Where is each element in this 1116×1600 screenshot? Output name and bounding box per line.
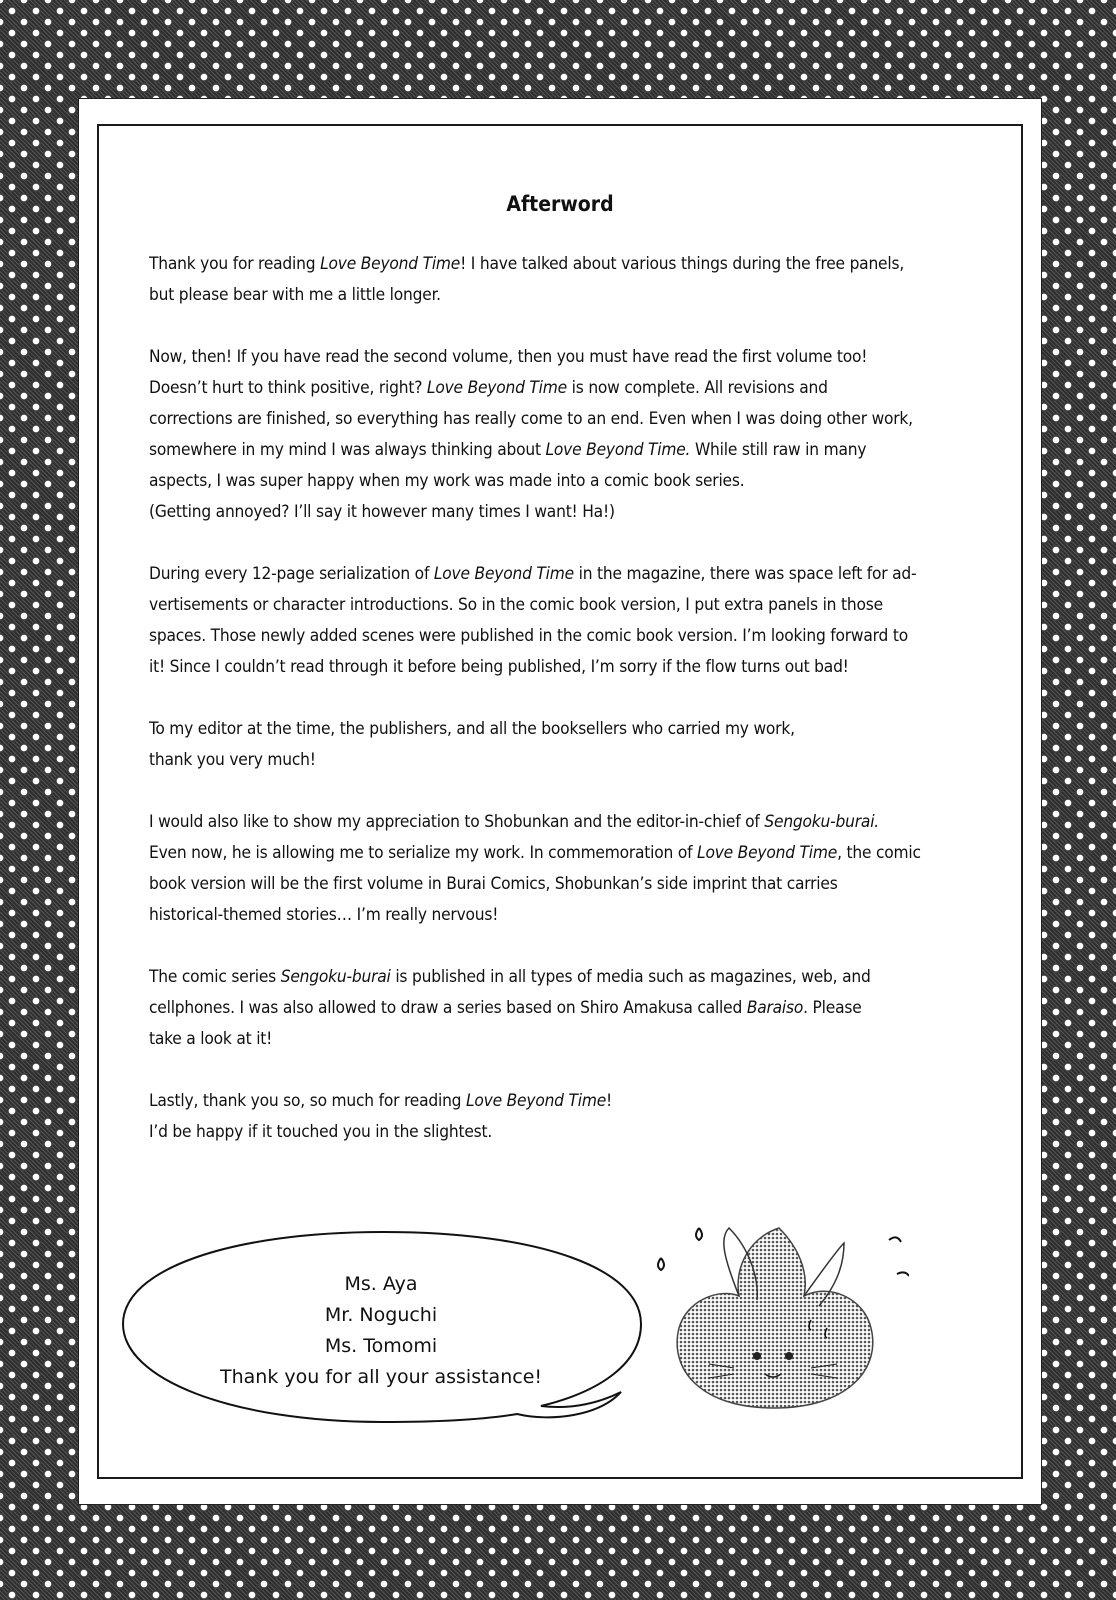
text-line	[149, 900, 969, 931]
text-segment: somewhere in my mind I was always thinking about	[149, 440, 546, 460]
text-line	[149, 714, 969, 745]
text-line	[149, 373, 969, 404]
credit-line: Ms. Aya	[344, 1273, 418, 1295]
text-segment: but please bear with me a little longer.	[149, 285, 441, 305]
text-segment: I would also like to show my appreciation to Shobunkan and the editor-in-chief of	[149, 812, 765, 832]
text-segment: vertisements or character introductions. So in the comic book version, I put extra panels in those	[149, 595, 883, 615]
text-line	[149, 404, 969, 435]
text-segment: Thank you for reading	[149, 254, 321, 274]
text-line	[149, 869, 969, 900]
text-segment: historical-themed stories… I’m really nervous!	[149, 905, 499, 925]
italic-title-text: Sengoku-burai.	[764, 812, 879, 832]
italic-title-text: Love Beyond Time	[433, 564, 574, 584]
text-segment: !	[606, 1091, 613, 1111]
text-segment: it! Since I couldn’t read through it before being published, I’m sorry if the flow turns out bad!	[149, 657, 849, 677]
afterword-paragraph	[149, 559, 969, 683]
text-line	[149, 807, 969, 838]
afterword-paragraph	[149, 249, 969, 311]
text-line	[149, 435, 969, 466]
text-line	[149, 652, 969, 683]
thanks-line: Thank you for all your assistance!	[220, 1366, 542, 1388]
text-line	[149, 466, 969, 497]
italic-title-text: Love Beyond Time.	[545, 440, 691, 460]
page-title: Afterword	[506, 192, 614, 216]
italic-title-text: Sengoku-burai	[280, 967, 391, 987]
text-segment: Now, then! If you have read the second volume, then you must have read the first volume too!	[149, 347, 868, 367]
text-segment: I’d be happy if it touched you in the slightest.	[149, 1122, 493, 1142]
text-line	[149, 1117, 969, 1148]
text-segment: in the magazine, there was space left for ad-	[573, 564, 917, 584]
text-segment: . Please	[803, 998, 862, 1018]
sweating-rabbit-icon	[639, 1188, 909, 1438]
text-line	[149, 745, 969, 776]
text-line	[149, 1086, 969, 1117]
text-segment: spaces. Those newly added scenes were published in the comic book version. I’m looking forward to	[149, 626, 908, 646]
text-line	[149, 621, 969, 652]
text-segment: While still raw in many	[690, 440, 867, 460]
afterword-body	[149, 249, 969, 1179]
text-line	[149, 280, 969, 311]
text-line	[149, 993, 969, 1024]
text-segment: is now complete. All revisions and	[566, 378, 828, 398]
text-line	[149, 342, 969, 373]
text-segment: cellphones. I was also allowed to draw a series based on Shiro Amakusa called	[149, 998, 747, 1018]
text-segment: Even now, he is allowing me to serialize my work. In commemoration of	[149, 843, 698, 863]
text-segment: thank you very much!	[149, 750, 316, 770]
text-segment: aspects, I was super happy when my work was made into a comic book series.	[149, 471, 745, 491]
afterword-paragraph	[149, 714, 969, 776]
italic-title-text: Love Beyond Time	[466, 1091, 607, 1111]
italic-title-text: Love Beyond Time	[320, 254, 461, 274]
afterword-paragraph	[149, 962, 969, 1055]
text-segment: is published in all types of media such as magazines, web, and	[390, 967, 871, 987]
text-segment: book version will be the first volume in Burai Comics, Shobunkan’s side imprint that carries	[149, 874, 838, 894]
text-segment: The comic series	[149, 967, 281, 987]
text-segment: To my editor at the time, the publishers, and all the booksellers who carried my work,	[149, 719, 795, 739]
text-line	[149, 962, 969, 993]
italic-title-text: Love Beyond Time	[697, 843, 838, 863]
italic-title-text: Love Beyond Time	[426, 378, 567, 398]
page-inner-frame	[97, 124, 1023, 1479]
text-line	[149, 838, 969, 869]
text-segment: take a look at it!	[149, 1029, 273, 1049]
text-line	[149, 1024, 969, 1055]
text-line	[149, 590, 969, 621]
afterword-paragraph	[149, 342, 969, 528]
speech-bubble-text	[121, 1224, 641, 1393]
text-line	[149, 559, 969, 590]
page-outer-frame	[78, 98, 1042, 1505]
credit-line: Mr. Noguchi	[324, 1304, 438, 1326]
text-segment: ! I have talked about various things during the free panels,	[460, 254, 905, 274]
text-segment: Lastly, thank you so, so much for reading	[149, 1091, 466, 1111]
text-segment: (Getting annoyed? I’ll say it however many times I want! Ha!)	[149, 502, 615, 522]
text-line	[149, 497, 969, 528]
afterword-paragraph	[149, 1086, 969, 1148]
text-segment: , the comic	[837, 843, 921, 863]
credit-line: Ms. Tomomi	[324, 1335, 438, 1357]
text-segment: During every 12-page serialization of	[149, 564, 434, 584]
text-segment: Doesn’t hurt to think positive, right?	[149, 378, 427, 398]
text-segment: corrections are finished, so everything has really come to an end. Even when I was doing other work,	[149, 409, 913, 429]
italic-title-text: Baraiso	[746, 998, 804, 1018]
afterword-paragraph	[149, 807, 969, 931]
text-line	[149, 249, 969, 280]
